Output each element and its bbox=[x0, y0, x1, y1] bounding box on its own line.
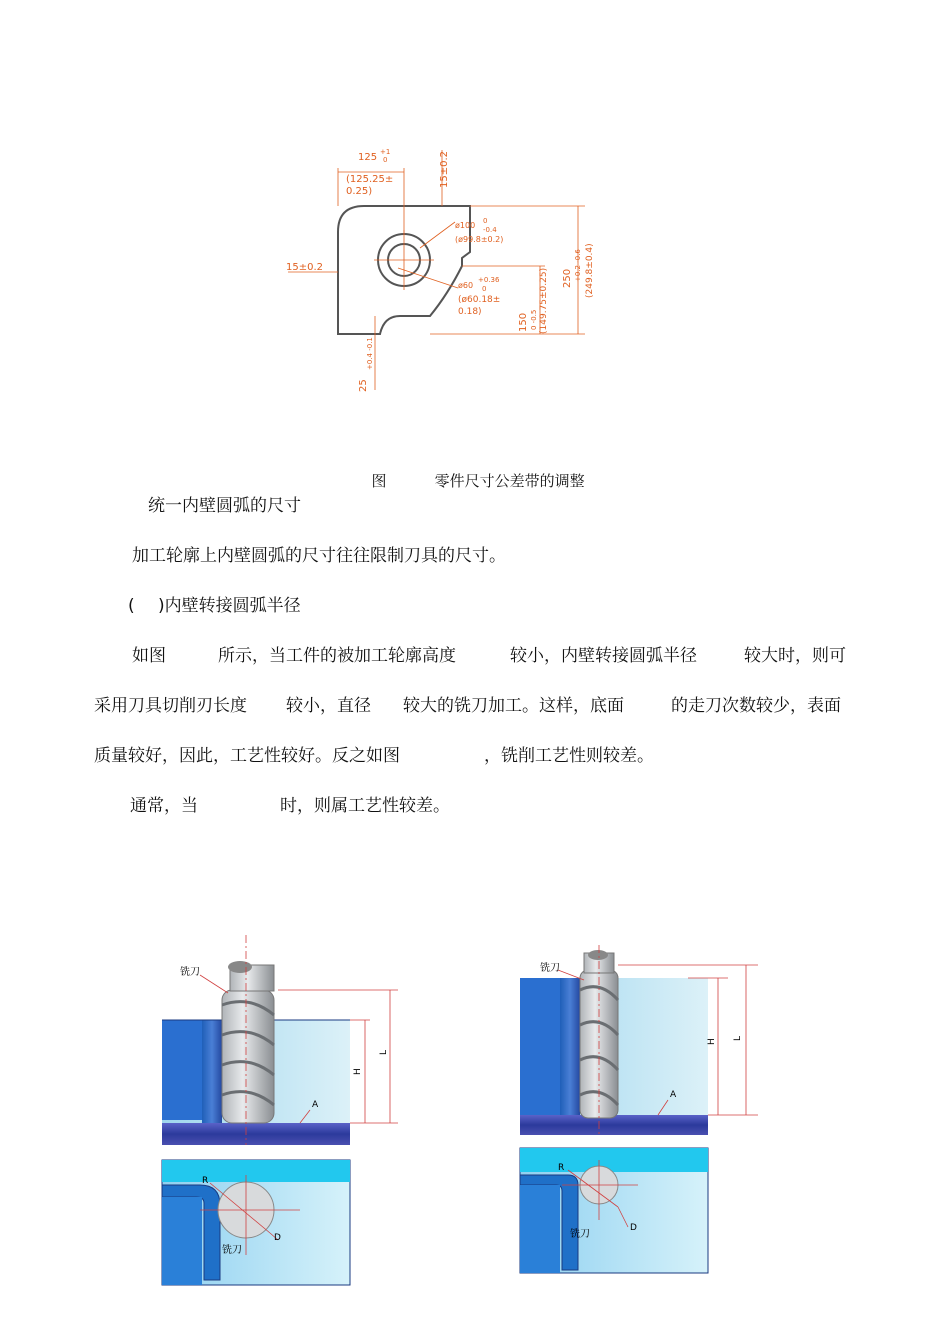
para-line-2d: 的走刀次数较少，表面 bbox=[671, 696, 841, 716]
dimension-labels bbox=[286, 148, 595, 392]
para-line-4b: 时，则属工艺性较差。 bbox=[280, 796, 450, 816]
caption-prefix: 图 bbox=[371, 472, 387, 490]
para-line-2a: 采用刀具切削刃长度 bbox=[94, 696, 247, 716]
svg-text:0.18): 0.18) bbox=[458, 307, 482, 317]
svg-text:ø100: ø100 bbox=[455, 221, 476, 230]
svg-text:15±0.2: 15±0.2 bbox=[286, 262, 324, 273]
svg-text:+0.2 -0.6: +0.2 -0.6 bbox=[574, 249, 582, 282]
svg-text:+1: +1 bbox=[380, 148, 391, 156]
svg-text:0: 0 bbox=[383, 156, 388, 164]
para-line-4a: 通常，当 bbox=[130, 796, 198, 816]
caption-title: 零件尺寸公差带的调整 bbox=[434, 472, 585, 490]
svg-text:25: 25 bbox=[358, 379, 369, 392]
svg-text:150: 150 bbox=[518, 312, 529, 332]
label-D: D bbox=[274, 1233, 281, 1243]
svg-text:(ø60.18±: (ø60.18± bbox=[458, 295, 501, 305]
label-H: H bbox=[353, 1068, 363, 1075]
subheading: )内壁转接圆弧半径 bbox=[158, 596, 301, 616]
label-L-right: L bbox=[733, 1035, 743, 1041]
para-line-2c: 较大的铣刀加工。这样，底面 bbox=[403, 696, 624, 716]
label-D-right: D bbox=[630, 1223, 637, 1233]
milling-figure-left bbox=[160, 935, 405, 1290]
svg-text:+0.36: +0.36 bbox=[478, 276, 500, 284]
para-line-1b: 所示，当工件的被加工轮廓高度 bbox=[218, 646, 456, 666]
svg-text:(149.75±0.25): (149.75±0.25) bbox=[539, 267, 549, 334]
svg-text:+0.4 -0.1: +0.4 -0.1 bbox=[366, 337, 374, 370]
para-line-1d: 较大时，则可 bbox=[744, 646, 846, 666]
cutter-label: 铣刀 bbox=[180, 967, 200, 978]
figure-caption bbox=[362, 452, 585, 491]
label-H-right: H bbox=[707, 1038, 717, 1045]
milling-figure-right bbox=[518, 945, 763, 1280]
svg-text:-0.4: -0.4 bbox=[483, 226, 497, 234]
para-line-1a: 如图 bbox=[132, 646, 166, 666]
para-line-2b: 较小，直径 bbox=[286, 696, 371, 716]
svg-text:(125.25±: (125.25± bbox=[346, 174, 394, 185]
label-R-right: R bbox=[558, 1163, 565, 1173]
svg-text:0 -0.5: 0 -0.5 bbox=[530, 309, 538, 330]
svg-text:250: 250 bbox=[562, 268, 573, 288]
svg-text:0: 0 bbox=[483, 217, 488, 225]
para-line-3b: ，铣削工艺性则较差。 bbox=[484, 746, 654, 766]
svg-text:125: 125 bbox=[358, 152, 378, 163]
cutter-plan-label: 铣刀 bbox=[222, 1245, 242, 1256]
paragraph-intro: 加工轮廓上内壁圆弧的尺寸往往限制刀具的尺寸。 bbox=[132, 546, 506, 566]
svg-text:(249.8±0.4): (249.8±0.4) bbox=[585, 243, 595, 298]
part-tolerance-drawing bbox=[280, 140, 600, 400]
cutter-label-right: 铣刀 bbox=[540, 963, 560, 974]
section-heading: 统一内壁圆弧的尺寸 bbox=[148, 496, 301, 516]
label-A-right: A bbox=[670, 1090, 677, 1100]
para-line-3a: 质量较好，因此，工艺性较好。反之如图 bbox=[94, 746, 400, 766]
subheading-bracket: ( bbox=[128, 596, 135, 616]
label-R: R bbox=[202, 1176, 209, 1186]
svg-text:(ø99.8±0.2): (ø99.8±0.2) bbox=[455, 235, 504, 244]
svg-text:0: 0 bbox=[482, 285, 487, 293]
para-line-1c: 较小，内壁转接圆弧半径 bbox=[510, 646, 697, 666]
label-A: A bbox=[312, 1100, 319, 1110]
svg-text:15±0.2: 15±0.2 bbox=[439, 150, 450, 188]
svg-text:ø60: ø60 bbox=[458, 281, 474, 290]
label-L: L bbox=[379, 1049, 389, 1055]
svg-text:0.25): 0.25) bbox=[346, 186, 373, 197]
cutter-plan-label-right: 铣刀 bbox=[570, 1229, 590, 1240]
